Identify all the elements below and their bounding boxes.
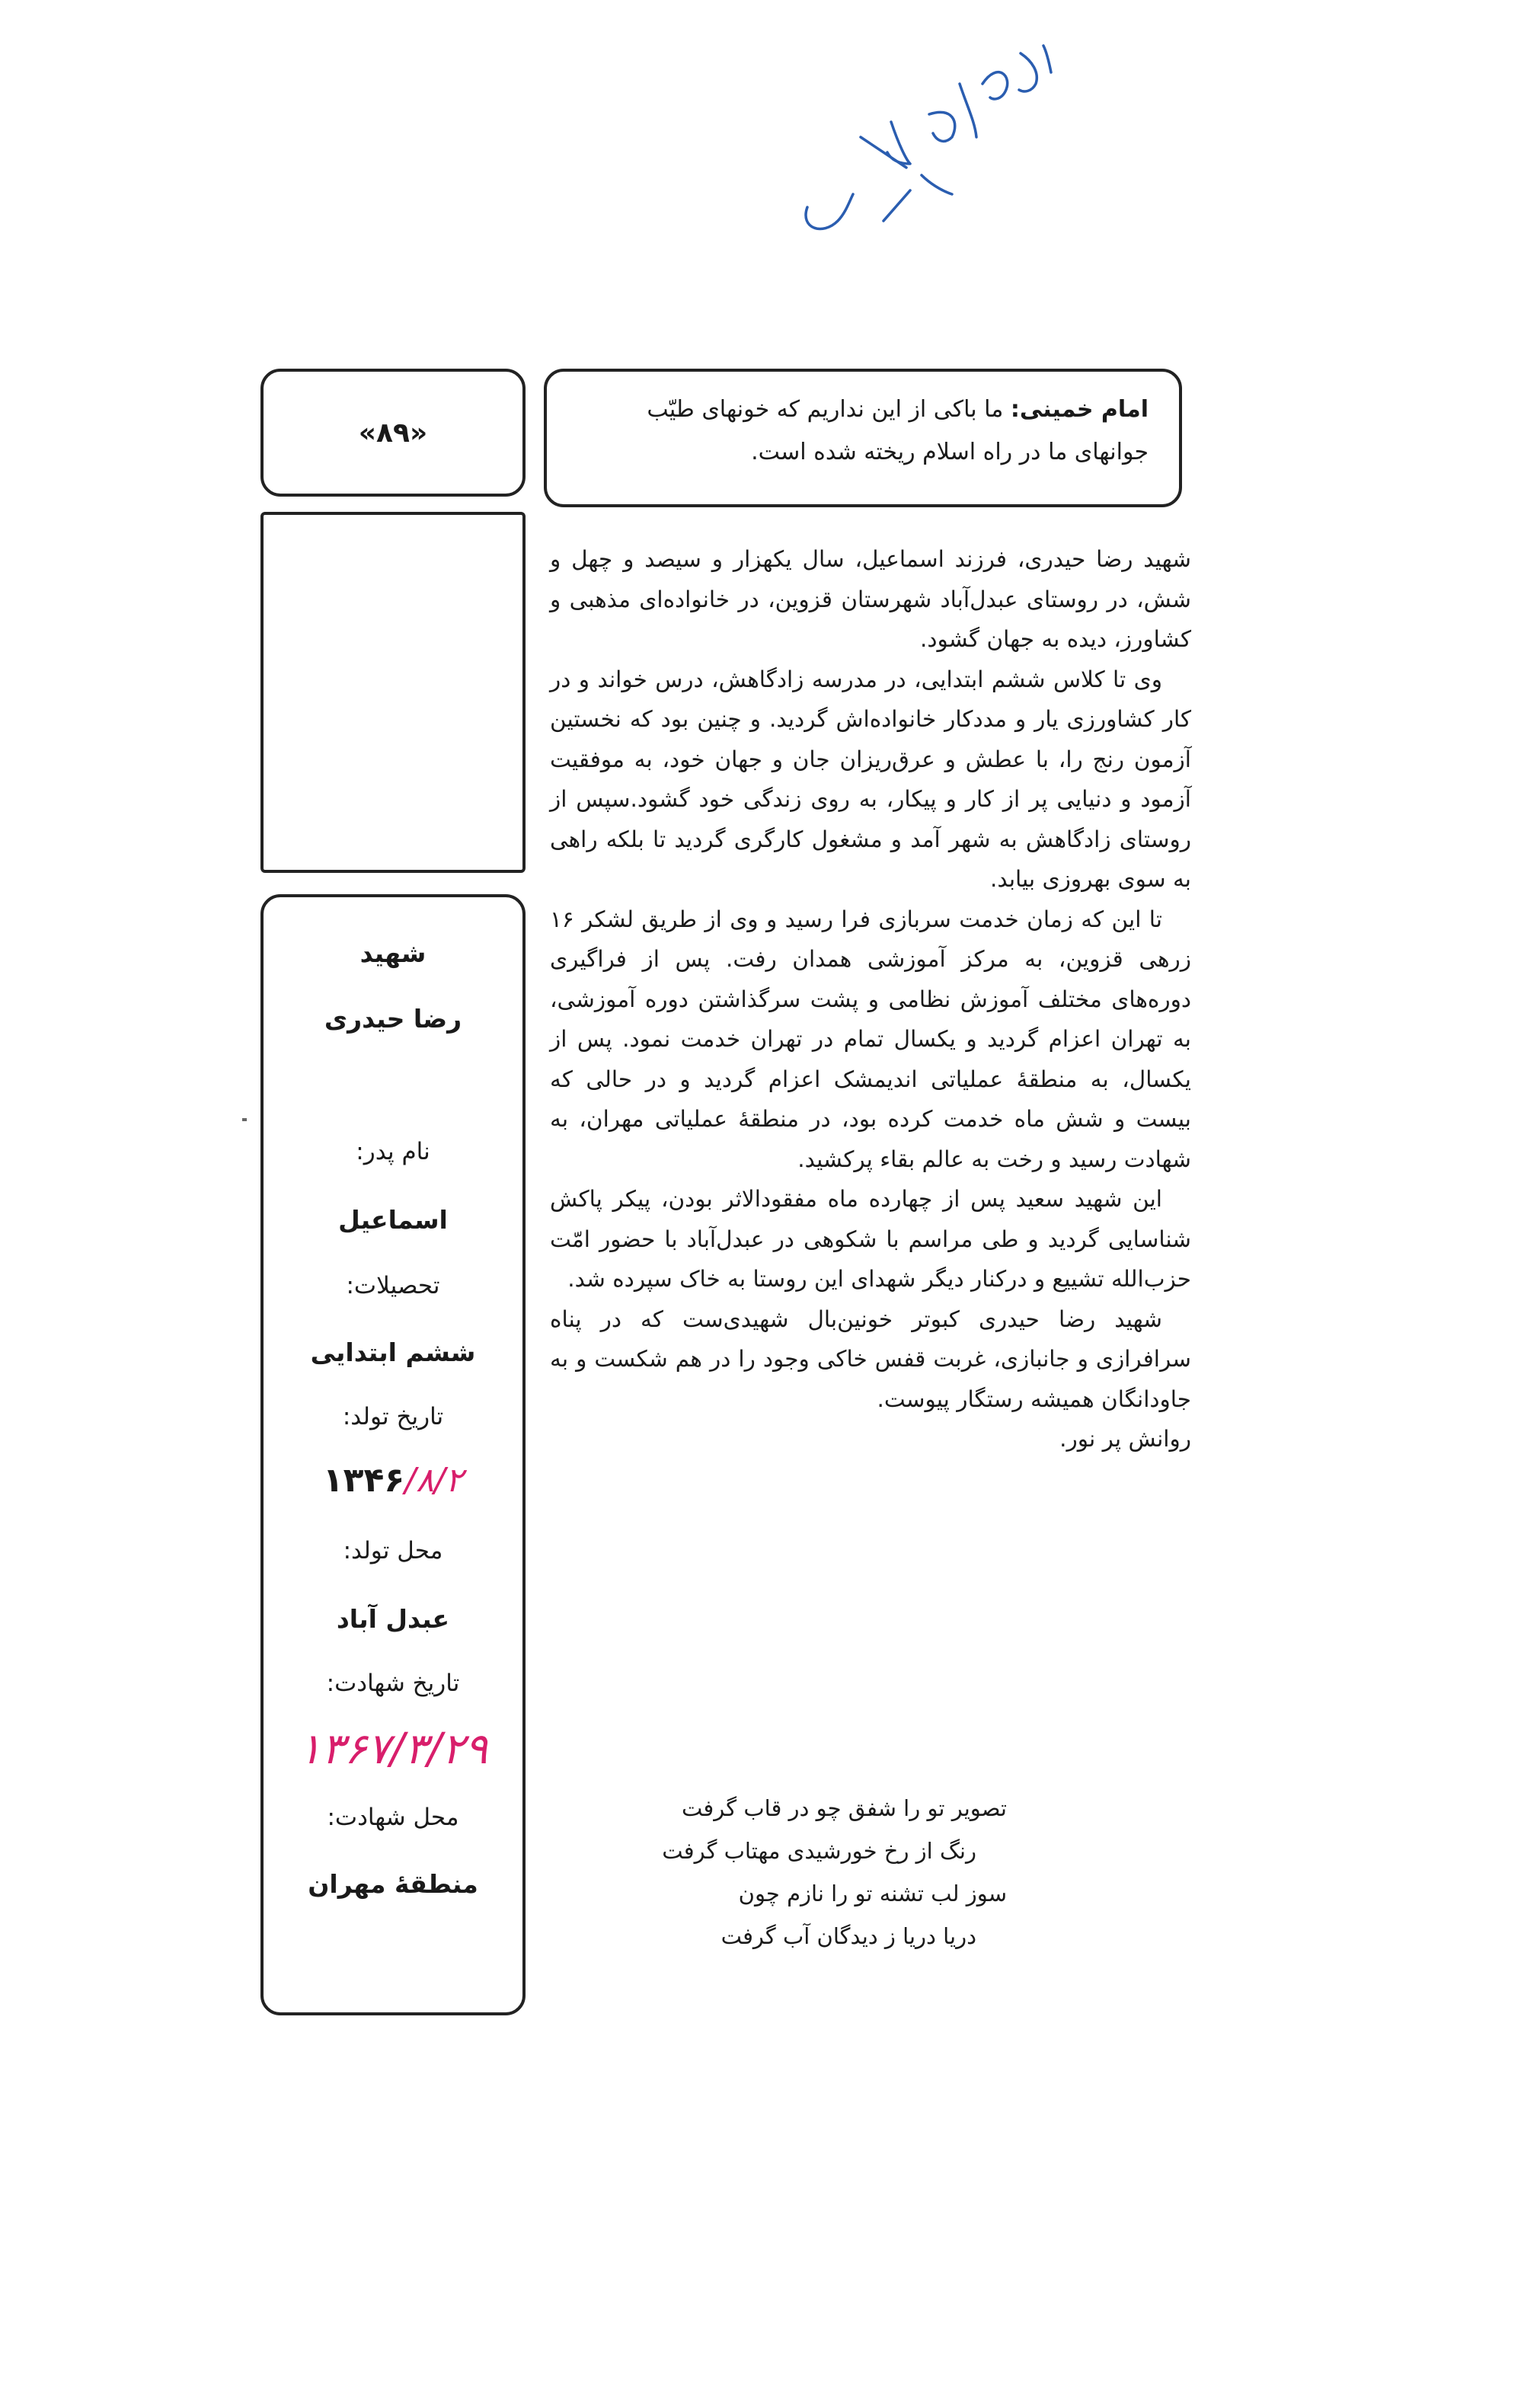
profile-name: رضا حیدری <box>324 1004 462 1034</box>
father-label: نام پدر: <box>356 1138 430 1165</box>
biography-paragraph: وی تا کلاس ششم ابتدایی، در مدرسه زادگاهش، درس خواند و در کار کشاورزی یار و مددکار خانواده‌اش گردید. و چنین بود که نخستین آزمون رنج را، با عطش و عرق‌ریزان جان و جهان خود، به موفقیت آزمود و دنیایی پر از کار و پیکار، به روی زندگی خود گشود.سپس از روستای زادگاهش به شهر آمد و مشغول کارگری گردید تا بلکه راهی به سوی بهروزی بیابد. <box>550 666 1191 892</box>
birth-year: ۱۳۴۶ <box>322 1461 405 1500</box>
father-value: اسماعیل <box>338 1205 448 1235</box>
quote-box <box>544 369 1182 507</box>
poem-line: تصویر تو را شفق چو در قاب گرفت <box>681 1795 1007 1821</box>
quote-author: امام خمینی: <box>1010 396 1149 423</box>
biography-paragraph: تا این که زمان خدمت سربازی فرا رسید و وی از طریق لشکر ۱۶ زرهی قزوین، به مرکز آموزشی همدان رفت. پس از فراگیری دوره‌های مختلف آموزش نظامی و پشت سرگذاشتن دوره آموزشی، به تهران اعزام گردید و یکسال تمام در تهران خدمت نمود. پس از یکسال، به منطقهٔ عملیاتی اندیمشک اعزام گردید و در حالی که بیست و شش ماه خدمت کرده بود، در منطقهٔ عملیاتی مهران، به شهادت رسید و رخت به عالم بقاء پرکشید. <box>550 906 1191 1172</box>
biography-paragraph: شهید رضا حیدری، فرزند اسماعیل، سال یکهزار و سیصد و چهل و شش، در روستای عبدل‌آباد شهرستان قزوین، در خانواده‌ای مذهبی و کشاورز، دیده به جهان گشود. <box>550 546 1191 652</box>
birthdate-value <box>264 1461 522 1500</box>
biography-paragraph: این شهید سعید پس از چهارده ماه مفقودالاثر بودن، پیکر پاکش شناسایی گردید و طی مراسم با شکوهی در عبدل‌آباد با حضور امّت حزب‌الله تشییع و درکنار دیگر شهدای این روستا به خاک سپرده شد. <box>550 1186 1191 1292</box>
quote-text <box>577 388 1149 431</box>
education-label: تحصیلات: <box>346 1272 440 1299</box>
profile-box <box>260 894 526 2015</box>
biography-closing: روانش پر نور. <box>1059 1426 1191 1452</box>
quote-line2: جوانهای ما در راه اسلام ریخته شده است. <box>751 439 1149 465</box>
page-number-box <box>260 369 526 497</box>
poem-line: دریا دریا ز دیدگان آب گرفت <box>720 1923 976 1949</box>
page-number: «۸۹» <box>358 417 428 449</box>
birthplace-value: عبدل آباد <box>336 1604 450 1634</box>
birthplace-label: محل تولد: <box>343 1537 443 1564</box>
martyrdom-date-label: تاریخ شهادت: <box>326 1670 460 1697</box>
biography-paragraph: شهید رضا حیدری کبوتر خونین‌بال شهیدی‌ست که در پناه سرافرازی و جانبازی، غربت قفس خاکی وجود را در هم شکست و به جاودانگان همیشه رستگار پیوست. <box>550 1306 1191 1412</box>
martyrdom-date-handwritten: ۱۳۶۷/۳/۲۹ <box>298 1724 488 1774</box>
biography <box>550 539 1191 1459</box>
birthdate-label: تاریخ تولد: <box>342 1403 444 1430</box>
photo-frame <box>260 512 526 873</box>
scan-speck <box>242 1118 247 1121</box>
profile-title: شهید <box>359 938 427 968</box>
birthdate-handwritten: /۸/۲ <box>404 1461 464 1500</box>
poem-line: رنگ از رخ خورشیدی مهتاب گرفت <box>662 1838 976 1864</box>
quote-line1: ما باکی از این نداریم که خونهای طیّب <box>647 396 1011 423</box>
education-value: ششم ابتدایی <box>310 1338 476 1367</box>
martyrdom-place-value: منطقهٔ مهران <box>308 1869 478 1899</box>
poem-line: سوز لب تشنه تو را نازم چون <box>738 1881 1007 1906</box>
poem <box>550 1787 1007 1958</box>
martyrdom-place-label: محل شهادت: <box>327 1804 459 1831</box>
handwritten-archive-number <box>777 30 1097 244</box>
